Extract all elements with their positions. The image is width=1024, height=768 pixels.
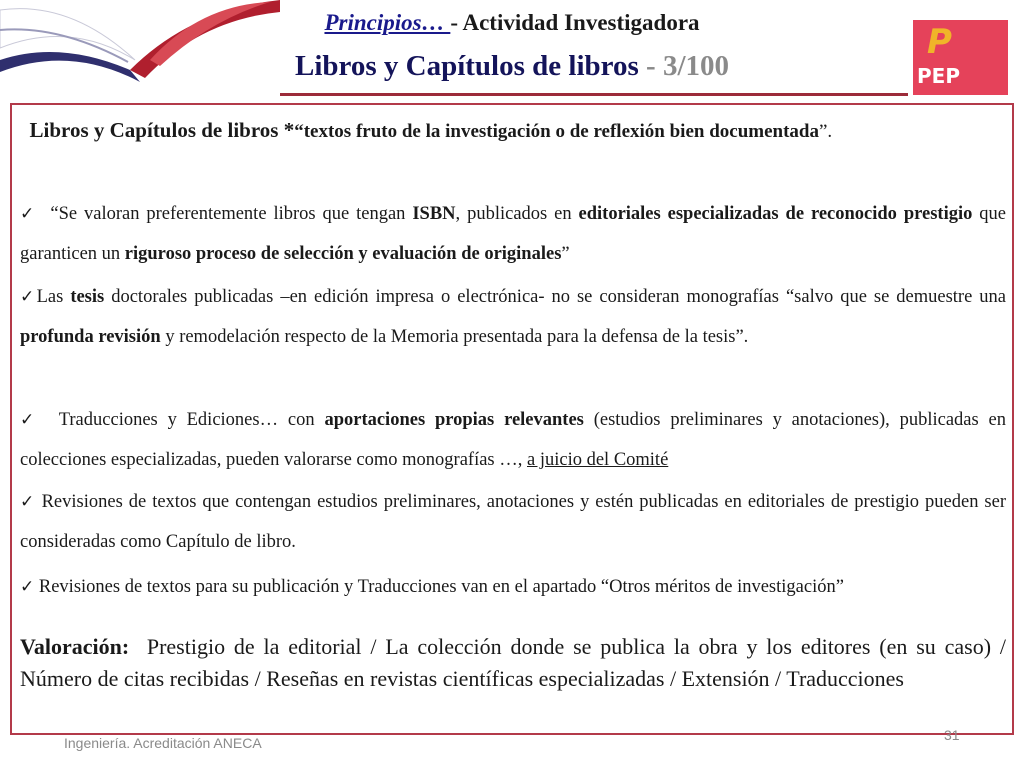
- bullet-revisiones-otros: [20, 567, 1006, 607]
- bullet-isbn: [20, 194, 1006, 274]
- header-divider: [280, 93, 908, 96]
- intro-definition: “textos fruto de la investigación o de reflexión bien documentada: [294, 121, 819, 142]
- intro-lead: Libros y Capítulos de libros *: [29, 118, 295, 142]
- bullet-text: Revisiones de textos que contengan estudios preliminares, anotaciones y estén publicadas en editoriales de prestigio pueden ser consideradas como Capítulo de libro.: [20, 492, 1007, 552]
- bullet-text: Traducciones y Ediciones… con: [58, 410, 325, 430]
- footer-caption: Ingeniería. Acreditación ANECA: [64, 735, 262, 751]
- pep-logo: [913, 20, 1008, 95]
- bullet-emphasis: aportaciones propias relevantes: [324, 410, 584, 430]
- bullet-text: “Se valoran preferentemente libros que tengan: [50, 204, 413, 224]
- valoracion-text: Prestigio de la editorial / La colección donde se publica la obra y los editores (en su caso) / Número de citas recibidas / Reseñas en revistas científicas especializadas / Extensión / Traducciones: [20, 634, 1006, 691]
- principios-link[interactable]: Principios…: [324, 10, 451, 35]
- bullet-emphasis: riguroso proceso de selección y evaluación de originales: [124, 244, 562, 264]
- bullet-text: y remodelación respecto de la Memoria presentada para la defensa de la tesis”.: [160, 327, 749, 347]
- page-title: [0, 50, 1024, 83]
- pep-logo-text: PEP: [917, 64, 960, 88]
- bullet-emphasis: profunda revisión: [20, 327, 161, 347]
- section-title: Actividad Investigadora: [462, 10, 700, 35]
- check-icon: ✓: [20, 287, 37, 307]
- bullet-emphasis: tesis: [70, 287, 105, 307]
- check-icon: ✓: [20, 204, 37, 224]
- title-separator: -: [638, 50, 663, 82]
- content-box: [10, 103, 1014, 735]
- valoracion-label: Valoración:: [20, 634, 130, 659]
- header-line-1: [0, 10, 1024, 36]
- bullet-text: Las: [36, 287, 71, 307]
- check-icon: ✓: [20, 410, 40, 430]
- bullet-text: ”: [561, 244, 570, 264]
- page-title-text: Libros y Capítulos de libros: [294, 50, 639, 82]
- pep-logo-letter: P: [927, 22, 952, 62]
- valoracion-paragraph: [20, 631, 1006, 695]
- bullet-emphasis: editoriales especializadas de reconocido prestigio: [578, 204, 973, 224]
- juicio-comite-link[interactable]: a juicio del Comité: [527, 450, 669, 470]
- bullet-text: que garanticen un: [20, 204, 1006, 264]
- bullet-text: , publicados en: [455, 204, 579, 224]
- page-number: 31: [944, 727, 960, 743]
- intro-paragraph: [20, 116, 1006, 146]
- bullet-traducciones: [20, 400, 1006, 480]
- bullet-emphasis: ISBN: [412, 204, 456, 224]
- bullet-text: (estudios preliminares y anotaciones), publicadas en colecciones especializadas, pueden valorarse como monografías …,: [20, 410, 1006, 470]
- header-separator: -: [450, 10, 463, 35]
- bullet-text: doctorales publicadas –en edición impresa o electrónica- no se consideran monografías “salvo que se demuestre una: [104, 287, 1007, 307]
- intro-end: ”.: [818, 121, 833, 142]
- bullet-text: Revisiones de textos para su publicación y Traducciones van en el apartado “Otros méritos de investigación”: [38, 577, 844, 597]
- slide-counter: 3/100: [662, 50, 730, 82]
- check-icon: ✓: [20, 492, 36, 512]
- slide-header: [0, 0, 1024, 100]
- bullet-revisiones-capitulo: [20, 482, 1006, 562]
- check-icon: ✓: [20, 577, 35, 597]
- bullet-tesis: [20, 277, 1006, 357]
